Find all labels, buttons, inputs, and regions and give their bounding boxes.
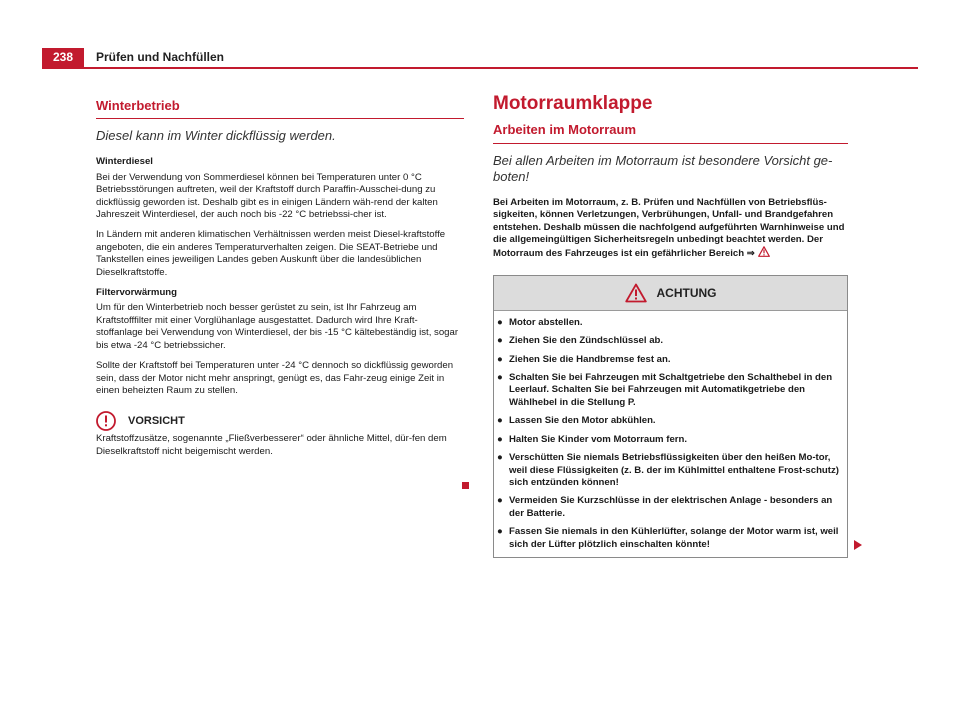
intro-warning-reference[interactable] [747,248,770,259]
warning-triangle-icon [758,246,770,257]
warning-box [493,275,848,558]
warning-item: ● Fassen Sie niemals in den Kühlerlüfter, solange der Motor warm ist, weil sich der Lüfter plötzlich einschalten könnte! [497,526,839,550]
paragraph-laender: In Ländern mit anderen klimatischen Verhältnissen werden meist Diesel-kraftstoffe angeboten, die ein anderes Temperaturverhalten zeigen. Die SEAT-Betriebe und Tankstellen eines jeweiligen Landes geben Auskunft über die landesüblichen Dieselkraftstoffe. [96,229,446,278]
heading-winterdiesel: Winterdiesel [96,156,153,168]
paragraph-dickfluessig: Sollte der Kraftstoff bei Temperaturen unter -24 °C dennoch so dickflüssig geworden sein, dass der Motor nicht mehr anspringt, genügt es, das Fahr-zeug einige Zeit in einen beheizten Raum zu stellen. [96,360,454,396]
intro-paragraph [493,197,848,261]
warning-item: ● Schalten Sie bei Fahrzeugen mit Schaltgetriebe den Schalthebel in den Leerlauf. Schalten Sie bei Fahrzeugen mit Automatikgetriebe den Wählhebel in die Stellung P. [497,372,833,408]
warning-header [494,276,847,311]
page-number: 238 [42,48,84,67]
intro-text: Bei Arbeiten im Motorraum, z. B. Prüfen und Nachfüllen von Betriebsflüs-sigkeiten, können Verletzungen, Verbrühungen, Unfall- und Brandgefahren entstehen. Deshalb müssen die nachfolgend aufgeführten Warnhinweise und die allgemeingültigen Sicherheitsregeln unbedingt beachtet werden. Der Motorraum des Fahrzeuges ist ein gefährlicher Bereich [493,196,845,260]
bullet-icon: ● [497,372,503,384]
bullet-icon: ● [497,316,503,328]
warning-item: ● Halten Sie Kinder vom Motorraum fern. [497,433,688,445]
section-subtitle: Diesel kann im Winter dickflüssig werden. [96,128,336,144]
warning-list [494,311,847,557]
warning-item: ● Vermeiden Sie Kurzschlüsse in der elektrischen Anlage - besonders an der Batterie. [497,495,833,519]
chapter-title: Prüfen und Nachfüllen [96,50,225,64]
warning-item: ● Ziehen Sie den Zündschlüssel ab. [497,335,664,347]
caution-block [96,411,464,458]
caution-label: VORSICHT [128,415,185,428]
reference-arrow: ⇒ [746,248,755,260]
section-subtitle-right: Bei allen Arbeiten im Motorraum ist besondere Vorsicht ge-boten! [493,152,833,184]
left-column [96,100,464,458]
heading-filtervorwaermung: Filtervorwärmung [96,287,178,299]
section-title-arbeiten: Arbeiten im Motorraum [493,124,848,143]
bullet-icon: ● [497,335,503,347]
section-end-marker [462,482,469,489]
warning-triangle-icon [625,283,647,303]
paragraph-winterdiesel: Bei der Verwendung von Sommerdiesel können bei Temperaturen unter 0 °C Betriebsstörungen auftreten, weil der Kraftstoff durch Paraffin-Ausschei-dung zu dickflüssig geworden ist. Deshalb gibt es in einigen Ländern wäh-rend der kalten Jahreszeit Winterdiesel, der auch noch bis -22 °C betriebssi-cher ist. [96,171,438,221]
bullet-icon: ● [497,353,503,365]
warning-item: ● Motor abstellen. [497,316,583,328]
warning-item: ● Verschütten Sie niemals Betriebsflüssigkeiten über den heißen Mo-tor, weil diese Flüssigkeiten (z. B. der im Kühlmittel enthaltene Frost-schutz) sich entzünden können! [497,452,839,488]
caution-icon [96,411,116,431]
section-title-winterbetrieb: Winterbetrieb [96,100,464,119]
header-rule [42,67,918,69]
bullet-icon: ● [497,495,503,507]
continue-arrow-icon[interactable] [853,539,863,551]
warning-item: ● Lassen Sie den Motor abkühlen. [497,415,656,427]
bullet-icon: ● [497,433,503,445]
bullet-icon: ● [497,415,503,427]
warning-label: ACHTUNG [656,285,717,300]
paragraph-filter: Um für den Winterbetrieb noch besser gerüstet zu sein, ist Ihr Fahrzeug am Kraftstofffilter mit einer Vorglühanlage ausgestattet. Dadurch wird Ihre Kraft-stoffanlage bei Verwendung von Winterdiesel, der bis -15 °C kältebeständig ist, sogar bis etwa -24 °C betriebssicher. [96,302,459,351]
right-column [493,93,848,558]
bullet-icon: ● [497,452,503,464]
section-title-motorraumklappe: Motorraumklappe [493,93,653,114]
warning-item: ● Ziehen Sie die Handbremse fest an. [497,353,671,365]
caution-text: Kraftstoffzusätze, sogenannte „Fließverbesserer“ oder ähnliche Mittel, dür-fen dem Dieselkraftstoff nicht beigemischt werden. [96,433,447,457]
bullet-icon: ● [497,526,503,538]
